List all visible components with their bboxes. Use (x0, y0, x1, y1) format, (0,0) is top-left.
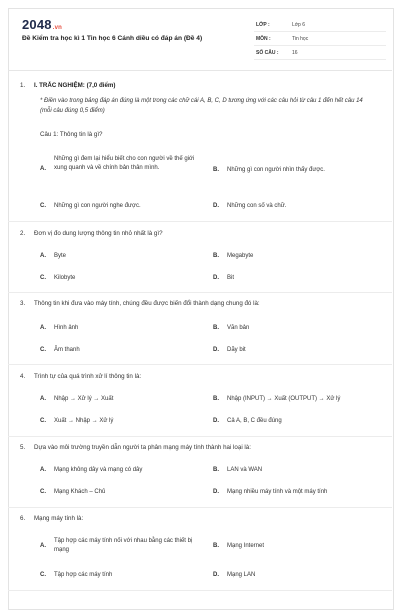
meta-value: Tin học (292, 36, 309, 42)
meta-row-class (254, 18, 386, 32)
meta-value: Lớp 6 (292, 22, 306, 28)
question-divider (8, 507, 392, 508)
meta-label: LỚP : (256, 22, 270, 28)
site-logo[interactable]: 2048.vn (22, 17, 63, 32)
document-title: Đề Kiểm tra học kì 1 Tin học 6 Cánh diều có đáp án (Đề 4) (22, 35, 203, 42)
question-1-text: Câu 1: Thông tin là gì? (40, 131, 103, 138)
question-divider (8, 221, 392, 222)
section-title: I. TRẮC NGHIỆM: (7,0 điểm) (34, 82, 116, 89)
question-divider (8, 364, 392, 365)
document-meta (254, 18, 386, 60)
instruction-text: * Điền vào trong bảng đáp án đúng là một trong các chữ cái A, B, C, D tương ứng với các câu hỏi từ câu 1 đến hết câu 14 (mỗi câu đúng 0,5 điểm) (40, 98, 363, 114)
meta-row-count (254, 46, 386, 60)
meta-label: MÔN : (256, 36, 271, 42)
question-divider (8, 436, 392, 437)
document-header (8, 8, 392, 64)
question-divider (8, 292, 392, 293)
question-divider (8, 590, 392, 591)
header-divider (8, 70, 392, 71)
meta-value: 16 (292, 50, 298, 56)
meta-row-subject (254, 32, 386, 46)
question-number: 1. (20, 82, 26, 89)
meta-label: SỐ CÂU : (256, 50, 279, 56)
